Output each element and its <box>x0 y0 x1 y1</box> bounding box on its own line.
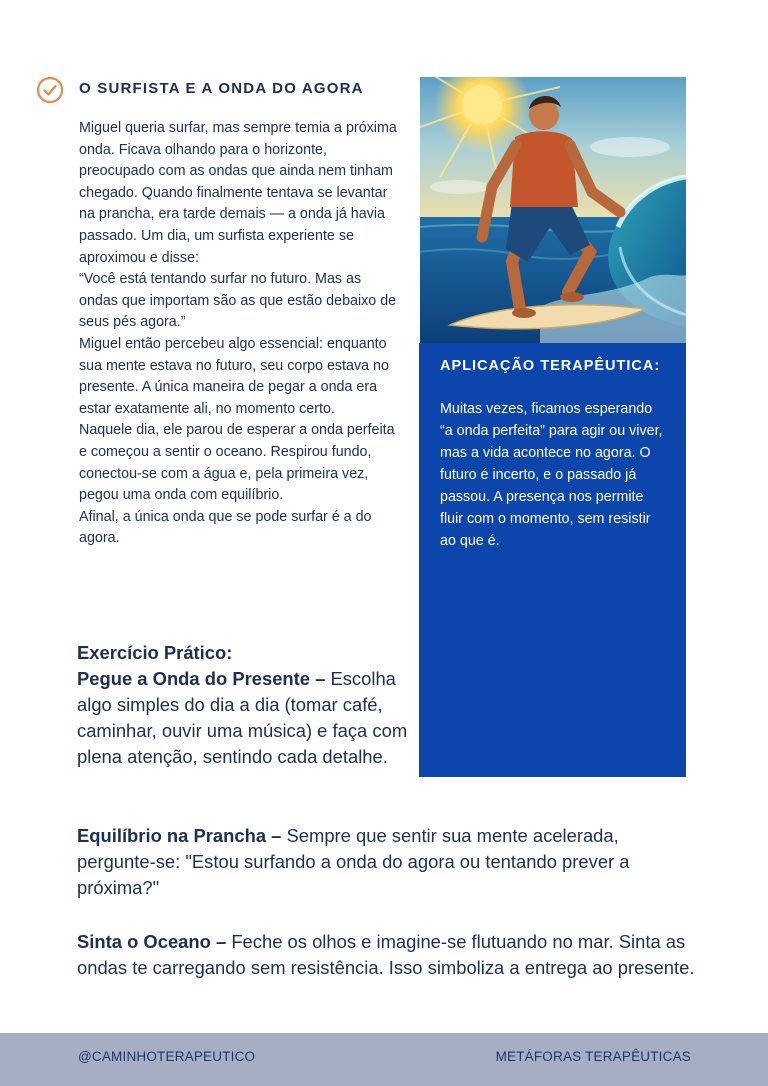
story-quote: “Você está tentando surfar no futuro. Mas as ondas que importam são as que estão debaixo de seus pés agora.” <box>79 271 397 331</box>
story-paragraph: Miguel queria surfar, mas sempre temia a próxima onda. Ficava olhando para o horizonte, preocupado com as ondas que ainda nem tinham chegado. Quando finalmente tentava se levantar na prancha, era tarde demais — a onda já havia passado. Um dia, um surfista experiente se aproximou e disse: <box>79 120 397 266</box>
check-circle-icon <box>36 76 64 104</box>
exercise-item-text: Escolha algo simples do dia a dia (tomar café, caminhar, ouvir uma música) e faça com plena atenção, sentindo cada detalhe. <box>77 668 408 767</box>
footer-series-title: METÁFORAS TERAPÊUTICAS <box>495 1049 691 1064</box>
exercise-item <box>77 929 697 981</box>
exercise-item-text: Feche os olhos e imagine-se flutuando no mar. Sinta as ondas te carregando sem resistência. Isso simboliza a entrega ao presente. <box>77 931 695 978</box>
exercise-item-text: Sempre que sentir sua mente acelerada, pergunte-se: "Estou surfando a onda do agora ou tentando prever a próxima?" <box>77 825 630 898</box>
application-text: Muitas vezes, ficamos esperando “a onda perfeita” para agir ou viver, mas a vida acontece no agora. O futuro é incerto, e o passado já passou. A presença nos permite fluir com o momento, sem resistir ao que é. <box>440 401 663 549</box>
exercise-item <box>77 823 697 901</box>
story-paragraph: Naquele dia, ele parou de esperar a onda perfeita e começou a sentir o oceano. Respirou fundo, conectou-se com a água e, pela primeira vez, pegou uma onda com equilíbrio. <box>79 422 395 504</box>
story-text <box>79 118 397 550</box>
application-title: APLICAÇÃO TERAPÊUTICA: <box>440 358 661 374</box>
story-paragraph: Miguel então percebeu algo essencial: enquanto sua mente estava no futuro, seu corpo estava no presente. A única maneira de pegar a onda era estar exatamente ali, no momento certo. <box>79 335 389 417</box>
exercise-item-label: Sinta o Oceano – <box>77 931 227 952</box>
therapeutic-application-box <box>419 343 686 777</box>
footer <box>0 1033 768 1086</box>
exercise-section <box>77 640 412 770</box>
surfer-illustration <box>420 77 686 343</box>
exercise-item <box>77 666 412 770</box>
page-title: O SURFISTA E A ONDA DO AGORA <box>79 80 364 97</box>
exercise-item-label: Equilíbrio na Prancha – <box>77 825 282 846</box>
exercise-item-label: Pegue a Onda do Presente – <box>77 668 326 689</box>
exercise-heading: Exercício Prático: <box>77 642 233 663</box>
story-conclusion: Afinal, a única onda que se pode surfar é a do agora. <box>79 508 372 547</box>
footer-handle: @CAMINHOTERAPEUTICO <box>78 1049 256 1064</box>
